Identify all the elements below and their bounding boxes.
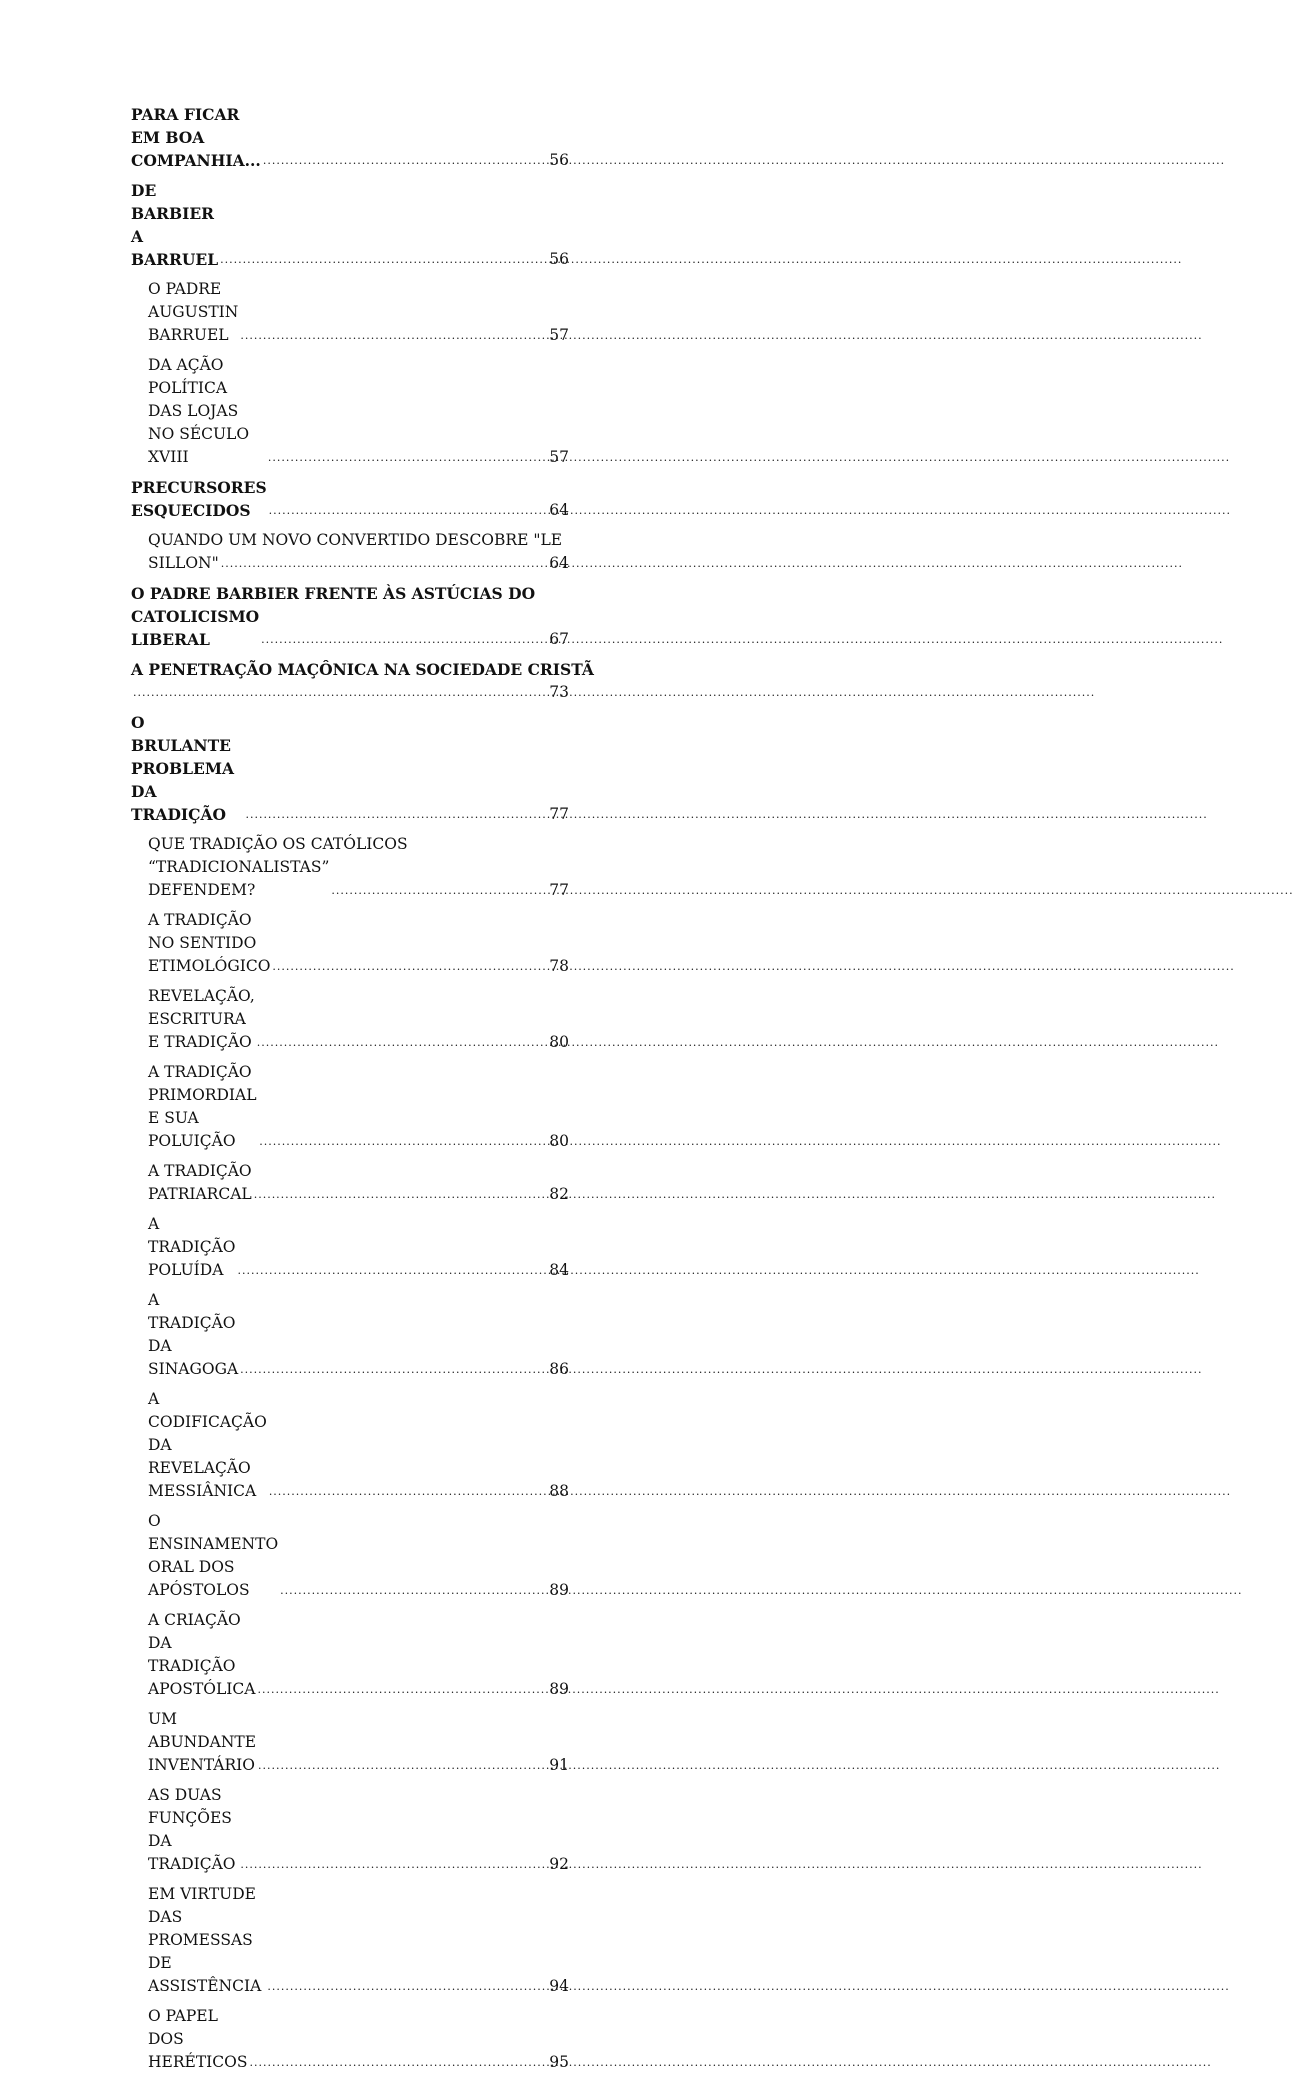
toc-entry-page: 77 bbox=[549, 805, 569, 823]
toc-entry-page: 86 bbox=[549, 1360, 569, 1378]
dot-leader bbox=[255, 1678, 549, 1701]
toc-entry[interactable] bbox=[131, 278, 569, 347]
toc-entry-page: 56 bbox=[549, 151, 569, 169]
toc-entry-page: 94 bbox=[549, 1977, 569, 1995]
toc-entry-title: O PADRE AUGUSTIN BARRUEL bbox=[148, 280, 239, 344]
toc-entry[interactable] bbox=[131, 1883, 569, 1998]
toc-entry[interactable] bbox=[131, 1708, 569, 1777]
dot-leader bbox=[219, 552, 550, 575]
toc-entry[interactable] bbox=[131, 985, 569, 1054]
toc-entry-page: 84 bbox=[549, 1261, 569, 1279]
dot-leader bbox=[256, 1754, 549, 1777]
toc-entry[interactable] bbox=[131, 103, 569, 172]
toc-entry-page: 89 bbox=[549, 1581, 569, 1599]
dot-leader bbox=[270, 955, 549, 978]
toc-entry-title: O BRULANTE PROBLEMA DA TRADIÇÃO bbox=[131, 713, 235, 824]
toc-entry-title: UM ABUNDANTE INVENTÁRIO bbox=[148, 1710, 257, 1774]
dot-leader bbox=[266, 446, 549, 469]
toc-entry[interactable] bbox=[131, 179, 569, 271]
table-of-contents bbox=[131, 103, 594, 2081]
toc-entry[interactable] bbox=[131, 833, 569, 902]
dot-leader bbox=[267, 499, 550, 522]
dot-leader bbox=[243, 803, 549, 826]
dot-leader bbox=[278, 1579, 549, 1602]
toc-entry-page: 57 bbox=[549, 448, 569, 466]
toc-entry[interactable] bbox=[131, 2005, 569, 2074]
toc-entry-page: 67 bbox=[549, 630, 569, 648]
toc-entry-page: 77 bbox=[549, 881, 569, 899]
dot-leader bbox=[265, 1975, 549, 1998]
dot-leader bbox=[329, 879, 549, 902]
toc-entry-title: A TRADIÇÃO NO SENTIDO ETIMOLÓGICO bbox=[148, 911, 271, 975]
toc-entry-page: 88 bbox=[549, 1482, 569, 1500]
toc-entry-page: 92 bbox=[549, 1855, 569, 1873]
toc-entry-page: 73 bbox=[549, 683, 569, 701]
toc-entry-title: A TRADIÇÃO PRIMORDIAL E SUA POLUIÇÃO bbox=[148, 1063, 257, 1150]
toc-entry-title: DE BARBIER A BARRUEL bbox=[131, 181, 219, 269]
dot-leader bbox=[131, 681, 549, 704]
dot-leader bbox=[257, 1130, 549, 1153]
toc-entry[interactable] bbox=[131, 1160, 569, 1206]
toc-entry-title-line1: QUE TRADIÇÃO OS CATÓLICOS bbox=[148, 835, 408, 853]
toc-entry[interactable] bbox=[131, 1784, 569, 1876]
toc-entry[interactable] bbox=[131, 1388, 569, 1503]
toc-entry-title: O PAPEL DOS HERÉTICOS bbox=[148, 2007, 248, 2071]
toc-entry-title: O ENSINAMENTO ORAL DOS APÓSTOLOS bbox=[148, 1512, 279, 1599]
toc-entry-title-line1: QUANDO UM NOVO CONVERTIDO DESCOBRE "LE bbox=[148, 531, 563, 549]
toc-entry-title: A CRIAÇÃO DA TRADIÇÃO APOSTÓLICA bbox=[148, 1611, 256, 1698]
toc-entry[interactable] bbox=[131, 1213, 569, 1282]
toc-entry[interactable] bbox=[131, 582, 569, 651]
toc-entry-title: AS DUAS FUNÇÕES DA TRADIÇÃO bbox=[148, 1786, 236, 1873]
toc-entry[interactable] bbox=[131, 909, 569, 978]
dot-leader bbox=[259, 628, 549, 651]
toc-entry-title: A TRADIÇÃO POLUÍDA bbox=[148, 1215, 236, 1279]
toc-entry-title: EM VIRTUDE DAS PROMESSAS DE ASSISTÊNCIA bbox=[148, 1885, 262, 1995]
dot-leader bbox=[267, 1480, 549, 1503]
toc-entry[interactable] bbox=[131, 1609, 569, 1701]
toc-entry[interactable] bbox=[131, 1510, 569, 1602]
dot-leader bbox=[236, 1259, 550, 1282]
toc-entry-title: A TRADIÇÃO DA SINAGOGA bbox=[148, 1291, 239, 1378]
toc-entry[interactable] bbox=[131, 529, 569, 575]
toc-entry-title-line2: SILLON" bbox=[148, 554, 219, 572]
toc-entry-page: 57 bbox=[549, 326, 569, 344]
toc-entry-page: 95 bbox=[549, 2053, 569, 2071]
toc-entry[interactable] bbox=[131, 1061, 569, 1153]
toc-entry-page: 80 bbox=[549, 1033, 569, 1051]
toc-entry-page: 80 bbox=[549, 1132, 569, 1150]
toc-entry-title-line2: CATOLICISMO LIBERAL bbox=[131, 607, 260, 649]
toc-entry-title: REVELAÇÃO, ESCRITURA E TRADIÇÃO bbox=[148, 987, 255, 1051]
dot-leader bbox=[238, 324, 549, 347]
toc-entry-title: PARA FICAR EM BOA COMPANHIA... bbox=[131, 105, 261, 170]
toc-entry-title-line1: A PENETRAÇÃO MAÇÔNICA NA SOCIEDADE CRISTÃ bbox=[131, 660, 594, 679]
dot-leader bbox=[238, 1853, 549, 1876]
toc-entry-title: DA AÇÃO POLÍTICA DAS LOJAS NO SÉCULO XVIII bbox=[148, 356, 250, 466]
dot-leader bbox=[255, 1031, 550, 1054]
toc-entry-title-line1: O PADRE BARBIER FRENTE ÀS ASTÚCIAS DO bbox=[131, 584, 536, 603]
toc-entry[interactable] bbox=[131, 711, 569, 826]
dot-leader bbox=[252, 1183, 550, 1206]
toc-entry[interactable] bbox=[131, 476, 569, 522]
toc-entry-page: 82 bbox=[549, 1185, 569, 1203]
toc-entry-title-line2: “TRADICIONALISTAS” DEFENDEM? bbox=[148, 858, 330, 899]
toc-entry-page: 91 bbox=[549, 1756, 569, 1774]
toc-entry-page: 64 bbox=[549, 554, 569, 572]
dot-leader bbox=[247, 2051, 549, 2074]
toc-entry-title: A CODIFICAÇÃO DA REVELAÇÃO MESSIÂNICA bbox=[148, 1390, 267, 1500]
dot-leader bbox=[238, 1358, 549, 1381]
toc-entry-title: PRECURSORES ESQUECIDOS bbox=[131, 478, 267, 520]
toc-entry[interactable] bbox=[131, 658, 594, 704]
dot-leader bbox=[261, 149, 549, 172]
toc-entry-page: 78 bbox=[549, 957, 569, 975]
toc-entry-page: 56 bbox=[549, 250, 569, 268]
toc-entry-title: A TRADIÇÃO PATRIARCAL bbox=[148, 1162, 252, 1203]
dot-leader bbox=[218, 248, 549, 271]
toc-entry[interactable] bbox=[131, 354, 569, 469]
toc-entry-page: 89 bbox=[549, 1680, 569, 1698]
toc-entry-page: 64 bbox=[549, 501, 569, 519]
toc-entry[interactable] bbox=[131, 1289, 569, 1381]
